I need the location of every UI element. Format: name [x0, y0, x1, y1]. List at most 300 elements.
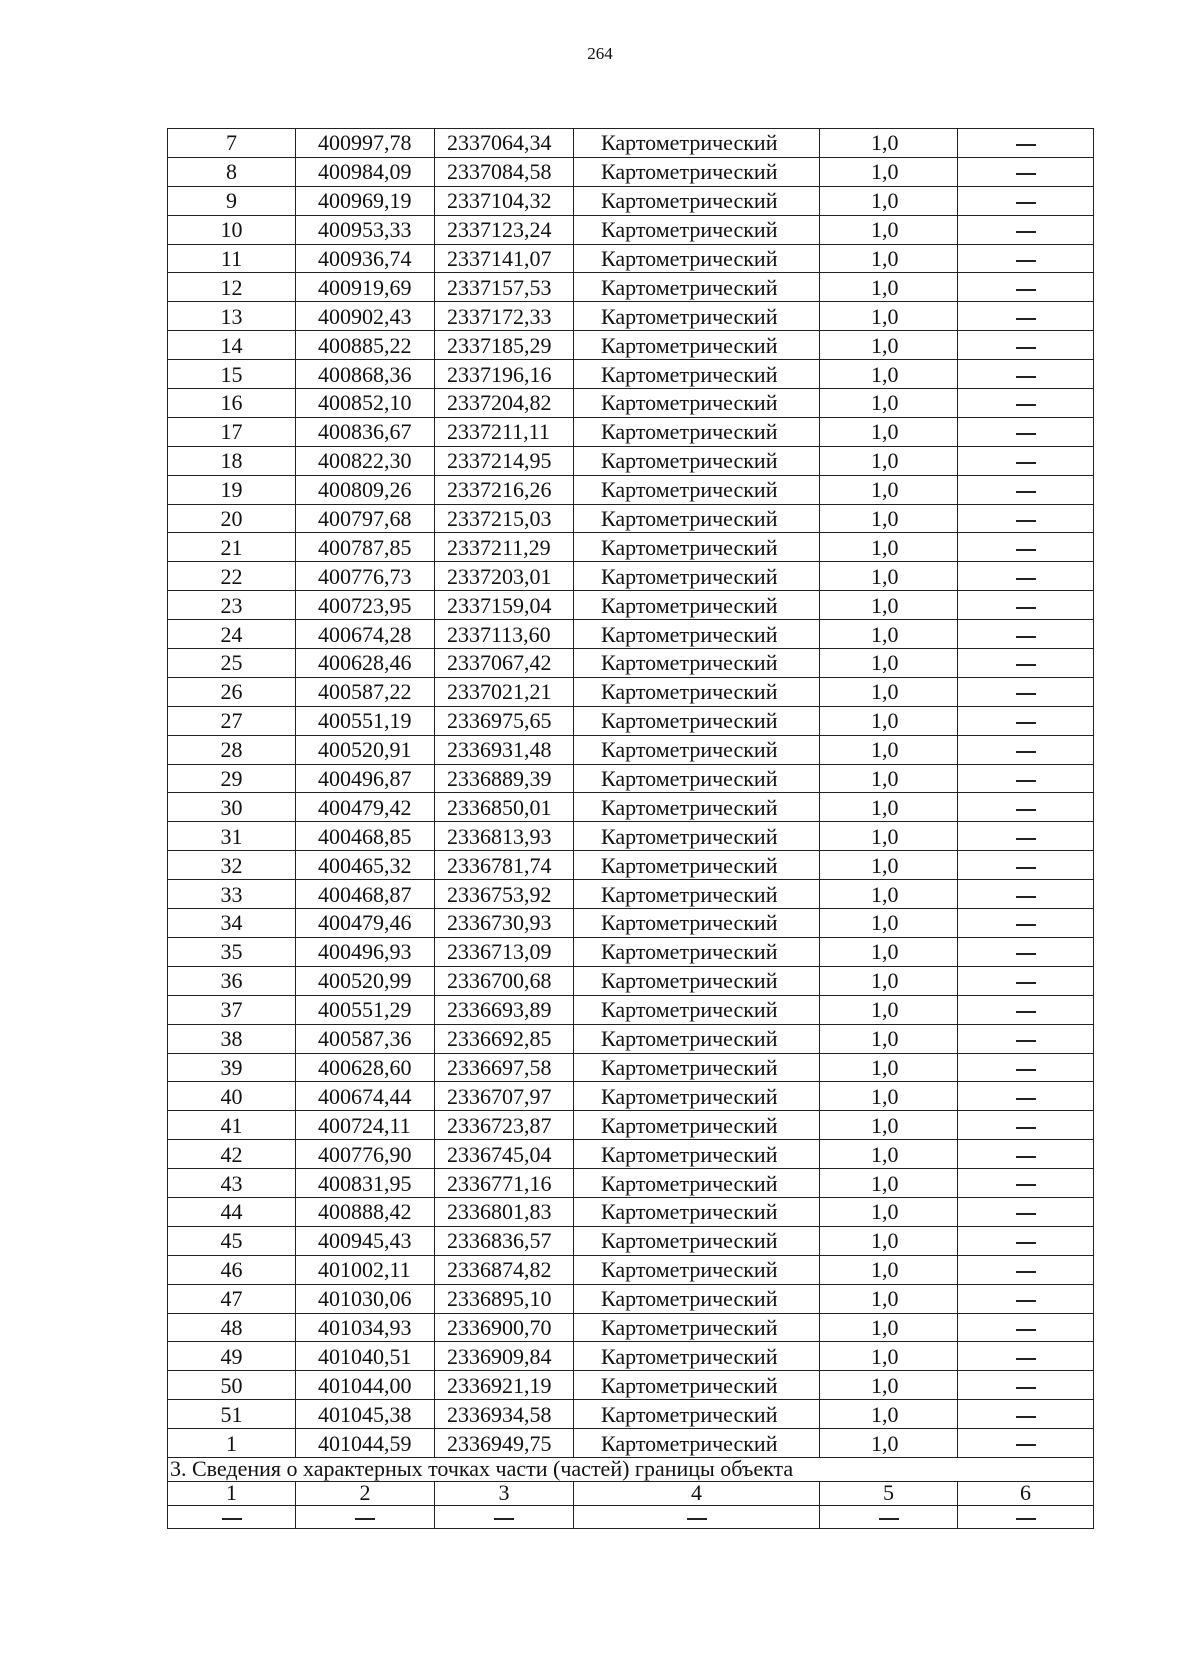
accuracy-cell: 1,0	[820, 677, 958, 706]
table-row	[168, 273, 1094, 302]
x-coordinate-cell: 400945,43	[296, 1226, 435, 1255]
accuracy-cell: 1,0	[820, 273, 958, 302]
description-cell	[958, 1197, 1094, 1226]
accuracy-cell: 1,0	[820, 1400, 958, 1429]
method-cell: Картометрический	[574, 677, 820, 706]
table-row	[168, 1082, 1094, 1111]
description-cell	[958, 909, 1094, 938]
table-row	[168, 764, 1094, 793]
x-coordinate-cell: 400822,30	[296, 446, 435, 475]
table-row	[168, 822, 1094, 851]
point-number-cell: 16	[168, 389, 296, 418]
x-coordinate-cell: 400724,11	[296, 1111, 435, 1140]
method-cell: Картометрический	[574, 1111, 820, 1140]
table-row	[168, 851, 1094, 880]
table-row	[168, 1197, 1094, 1226]
dash-mark	[1016, 1011, 1036, 1013]
dash-mark	[1016, 549, 1036, 551]
y-coordinate-cell: 2337067,42	[435, 649, 574, 678]
x-coordinate-cell: 400836,67	[296, 417, 435, 446]
method-cell: Картометрический	[574, 302, 820, 331]
point-number-cell: 19	[168, 475, 296, 504]
dash-mark	[1016, 578, 1036, 580]
y-coordinate-cell: 2337159,04	[435, 591, 574, 620]
description-cell	[958, 1024, 1094, 1053]
header-cell: 4	[574, 1481, 820, 1505]
point-number-cell: 17	[168, 417, 296, 446]
x-coordinate-cell: 401040,51	[296, 1342, 435, 1371]
description-cell	[958, 937, 1094, 966]
dash-mark	[1016, 1242, 1036, 1244]
description-cell	[958, 360, 1094, 389]
x-coordinate-cell: 400551,29	[296, 995, 435, 1024]
point-number-cell: 8	[168, 157, 296, 186]
table-row	[168, 417, 1094, 446]
point-number-cell: 45	[168, 1226, 296, 1255]
table-row	[168, 937, 1094, 966]
x-coordinate-cell: 400776,73	[296, 562, 435, 591]
y-coordinate-cell: 2336745,04	[435, 1140, 574, 1169]
dash-mark	[1016, 1213, 1036, 1215]
description-cell	[958, 822, 1094, 851]
description-cell	[958, 302, 1094, 331]
x-coordinate-cell: 400628,46	[296, 649, 435, 678]
method-cell: Картометрический	[574, 822, 820, 851]
point-number-cell: 30	[168, 793, 296, 822]
dash-mark	[1016, 1127, 1036, 1129]
table-row	[168, 157, 1094, 186]
x-coordinate-cell: 400831,95	[296, 1169, 435, 1198]
point-number-cell: 51	[168, 1400, 296, 1429]
description-cell	[958, 244, 1094, 273]
table-row	[168, 1169, 1094, 1198]
accuracy-cell: 1,0	[820, 1226, 958, 1255]
dash-mark	[494, 1518, 514, 1520]
accuracy-cell: 1,0	[820, 995, 958, 1024]
table-row	[168, 1255, 1094, 1284]
x-coordinate-cell: 401030,06	[296, 1284, 435, 1313]
point-number-cell: 37	[168, 995, 296, 1024]
y-coordinate-cell: 2337196,16	[435, 360, 574, 389]
dash-mark	[1016, 1416, 1036, 1418]
table-row	[168, 966, 1094, 995]
method-cell: Картометрический	[574, 764, 820, 793]
x-coordinate-cell: 400776,90	[296, 1140, 435, 1169]
method-cell: Картометрический	[574, 129, 820, 158]
table-row	[168, 1226, 1094, 1255]
description-cell	[958, 880, 1094, 909]
description-cell	[958, 706, 1094, 735]
point-number-cell: 41	[168, 1111, 296, 1140]
y-coordinate-cell: 2337064,34	[435, 129, 574, 158]
table-row	[168, 504, 1094, 533]
method-cell: Картометрический	[574, 706, 820, 735]
accuracy-cell: 1,0	[820, 533, 958, 562]
description-cell	[958, 1053, 1094, 1082]
table-row	[168, 1024, 1094, 1053]
description-cell	[958, 533, 1094, 562]
table-row	[168, 360, 1094, 389]
description-cell	[958, 475, 1094, 504]
dash-mark	[1016, 144, 1036, 146]
description-cell	[958, 1284, 1094, 1313]
point-number-cell: 44	[168, 1197, 296, 1226]
x-coordinate-cell: 400809,26	[296, 475, 435, 504]
point-number-cell: 50	[168, 1371, 296, 1400]
method-cell: Картометрический	[574, 1371, 820, 1400]
accuracy-cell: 1,0	[820, 937, 958, 966]
point-number-cell: 43	[168, 1169, 296, 1198]
dash-mark	[1016, 231, 1036, 233]
accuracy-cell: 1,0	[820, 360, 958, 389]
header-cell: 6	[958, 1481, 1094, 1505]
y-coordinate-cell: 2337157,53	[435, 273, 574, 302]
method-cell: Картометрический	[574, 562, 820, 591]
x-coordinate-cell: 400984,09	[296, 157, 435, 186]
x-coordinate-cell: 400797,68	[296, 504, 435, 533]
y-coordinate-cell: 2337113,60	[435, 620, 574, 649]
dash-mark	[1016, 347, 1036, 349]
dash-mark	[1016, 924, 1036, 926]
y-coordinate-cell: 2336850,01	[435, 793, 574, 822]
method-cell: Картометрический	[574, 504, 820, 533]
table-row	[168, 215, 1094, 244]
method-cell: Картометрический	[574, 1024, 820, 1053]
accuracy-cell: 1,0	[820, 562, 958, 591]
x-coordinate-cell: 400468,85	[296, 822, 435, 851]
accuracy-cell: 1,0	[820, 706, 958, 735]
method-cell: Картометрический	[574, 331, 820, 360]
method-cell: Картометрический	[574, 446, 820, 475]
dash-mark	[1016, 896, 1036, 898]
table-row	[168, 1053, 1094, 1082]
method-cell: Картометрический	[574, 793, 820, 822]
y-coordinate-cell: 2337123,24	[435, 215, 574, 244]
description-cell	[958, 157, 1094, 186]
x-coordinate-cell: 400496,93	[296, 937, 435, 966]
y-coordinate-cell: 2337211,11	[435, 417, 574, 446]
accuracy-cell: 1,0	[820, 591, 958, 620]
y-coordinate-cell: 2336730,93	[435, 909, 574, 938]
x-coordinate-cell: 400902,43	[296, 302, 435, 331]
description-cell	[958, 995, 1094, 1024]
y-coordinate-cell: 2337084,58	[435, 157, 574, 186]
y-coordinate-cell: 2336707,97	[435, 1082, 574, 1111]
method-cell: Картометрический	[574, 1082, 820, 1111]
dash-mark	[1016, 780, 1036, 782]
y-coordinate-cell: 2336693,89	[435, 995, 574, 1024]
empty-cell	[296, 1505, 435, 1528]
y-coordinate-cell: 2336781,74	[435, 851, 574, 880]
dash-mark	[1016, 260, 1036, 262]
method-cell: Картометрический	[574, 1140, 820, 1169]
method-cell: Картометрический	[574, 186, 820, 215]
accuracy-cell: 1,0	[820, 157, 958, 186]
x-coordinate-cell: 400885,22	[296, 331, 435, 360]
accuracy-cell: 1,0	[820, 1024, 958, 1053]
header-cell: 2	[296, 1481, 435, 1505]
description-cell	[958, 764, 1094, 793]
accuracy-cell: 1,0	[820, 504, 958, 533]
dash-mark	[1016, 722, 1036, 724]
point-number-cell: 27	[168, 706, 296, 735]
method-cell: Картометрический	[574, 880, 820, 909]
accuracy-cell: 1,0	[820, 215, 958, 244]
empty-cell	[820, 1505, 958, 1528]
dash-mark	[1016, 462, 1036, 464]
y-coordinate-cell: 2336813,93	[435, 822, 574, 851]
table-row	[168, 244, 1094, 273]
accuracy-cell: 1,0	[820, 331, 958, 360]
description-cell	[958, 591, 1094, 620]
point-number-cell: 11	[168, 244, 296, 273]
x-coordinate-cell: 400868,36	[296, 360, 435, 389]
x-coordinate-cell: 401044,00	[296, 1371, 435, 1400]
description-cell	[958, 1140, 1094, 1169]
point-number-cell: 25	[168, 649, 296, 678]
description-cell	[958, 1082, 1094, 1111]
dash-mark	[1016, 173, 1036, 175]
x-coordinate-cell: 401002,11	[296, 1255, 435, 1284]
table-row	[168, 909, 1094, 938]
dash-mark	[687, 1518, 707, 1520]
page-number: 264	[587, 44, 613, 63]
x-coordinate-cell: 400465,32	[296, 851, 435, 880]
dash-mark	[1016, 809, 1036, 811]
table-row	[168, 591, 1094, 620]
x-coordinate-cell: 400888,42	[296, 1197, 435, 1226]
empty-cell	[168, 1505, 296, 1528]
y-coordinate-cell: 2336697,58	[435, 1053, 574, 1082]
point-number-cell: 23	[168, 591, 296, 620]
point-number-cell: 47	[168, 1284, 296, 1313]
accuracy-cell: 1,0	[820, 389, 958, 418]
method-cell: Картометрический	[574, 1342, 820, 1371]
dash-mark	[1016, 636, 1036, 638]
x-coordinate-cell: 400587,36	[296, 1024, 435, 1053]
y-coordinate-cell: 2336771,16	[435, 1169, 574, 1198]
section-3-empty-row	[168, 1505, 1094, 1528]
y-coordinate-cell: 2337204,82	[435, 389, 574, 418]
x-coordinate-cell: 400969,19	[296, 186, 435, 215]
method-cell: Картометрический	[574, 1284, 820, 1313]
x-coordinate-cell: 400587,22	[296, 677, 435, 706]
accuracy-cell: 1,0	[820, 966, 958, 995]
table-row	[168, 995, 1094, 1024]
dash-mark	[1016, 202, 1036, 204]
description-cell	[958, 735, 1094, 764]
accuracy-cell: 1,0	[820, 851, 958, 880]
y-coordinate-cell: 2336975,65	[435, 706, 574, 735]
description-cell	[958, 677, 1094, 706]
description-cell	[958, 389, 1094, 418]
description-cell	[958, 273, 1094, 302]
point-number-cell: 14	[168, 331, 296, 360]
dash-mark	[1016, 1358, 1036, 1360]
method-cell: Картометрический	[574, 244, 820, 273]
table-row	[168, 446, 1094, 475]
accuracy-cell: 1,0	[820, 822, 958, 851]
accuracy-cell: 1,0	[820, 129, 958, 158]
x-coordinate-cell: 400468,87	[296, 880, 435, 909]
y-coordinate-cell: 2337215,03	[435, 504, 574, 533]
dash-mark	[1016, 1329, 1036, 1331]
dash-mark	[1016, 982, 1036, 984]
method-cell: Картометрический	[574, 735, 820, 764]
x-coordinate-cell: 400936,74	[296, 244, 435, 273]
dash-mark	[1016, 953, 1036, 955]
section-3	[168, 1457, 1094, 1528]
x-coordinate-cell: 400520,99	[296, 966, 435, 995]
description-cell	[958, 1226, 1094, 1255]
method-cell: Картометрический	[574, 1169, 820, 1198]
x-coordinate-cell: 400919,69	[296, 273, 435, 302]
y-coordinate-cell: 2336753,92	[435, 880, 574, 909]
point-number-cell: 35	[168, 937, 296, 966]
empty-cell	[958, 1505, 1094, 1528]
x-coordinate-cell: 400852,10	[296, 389, 435, 418]
table-row	[168, 389, 1094, 418]
y-coordinate-cell: 2336801,83	[435, 1197, 574, 1226]
point-number-cell: 40	[168, 1082, 296, 1111]
description-cell	[958, 446, 1094, 475]
y-coordinate-cell: 2336909,84	[435, 1342, 574, 1371]
x-coordinate-cell: 400479,42	[296, 793, 435, 822]
point-number-cell: 29	[168, 764, 296, 793]
method-cell: Картометрический	[574, 620, 820, 649]
y-coordinate-cell: 2336723,87	[435, 1111, 574, 1140]
description-cell	[958, 504, 1094, 533]
method-cell: Картометрический	[574, 591, 820, 620]
point-number-cell: 10	[168, 215, 296, 244]
y-coordinate-cell: 2336889,39	[435, 764, 574, 793]
accuracy-cell: 1,0	[820, 417, 958, 446]
table-row	[168, 1140, 1094, 1169]
dash-mark	[355, 1518, 375, 1520]
accuracy-cell: 1,0	[820, 1371, 958, 1400]
dash-mark	[222, 1518, 242, 1520]
dash-mark	[1016, 318, 1036, 320]
header-cell: 1	[168, 1481, 296, 1505]
y-coordinate-cell: 2337211,29	[435, 533, 574, 562]
x-coordinate-cell: 400997,78	[296, 129, 435, 158]
dash-mark	[1016, 376, 1036, 378]
point-number-cell: 42	[168, 1140, 296, 1169]
y-coordinate-cell: 2336921,19	[435, 1371, 574, 1400]
description-cell	[958, 1169, 1094, 1198]
point-number-cell: 9	[168, 186, 296, 215]
y-coordinate-cell: 2337203,01	[435, 562, 574, 591]
accuracy-cell: 1,0	[820, 1429, 958, 1458]
table-row	[168, 1111, 1094, 1140]
y-coordinate-cell: 2336895,10	[435, 1284, 574, 1313]
y-coordinate-cell: 2337172,33	[435, 302, 574, 331]
description-cell	[958, 129, 1094, 158]
x-coordinate-cell: 400953,33	[296, 215, 435, 244]
y-coordinate-cell: 2336934,58	[435, 1400, 574, 1429]
x-coordinate-cell: 401034,93	[296, 1313, 435, 1342]
point-number-cell: 34	[168, 909, 296, 938]
description-cell	[958, 1111, 1094, 1140]
dash-mark	[1016, 1184, 1036, 1186]
description-cell	[958, 1313, 1094, 1342]
dash-mark	[1016, 1069, 1036, 1071]
coordinates-table	[167, 128, 1094, 1529]
method-cell: Картометрический	[574, 1429, 820, 1458]
table-row	[168, 706, 1094, 735]
table-row	[168, 649, 1094, 678]
point-number-cell: 26	[168, 677, 296, 706]
y-coordinate-cell: 2336900,70	[435, 1313, 574, 1342]
method-cell: Картометрический	[574, 909, 820, 938]
y-coordinate-cell: 2337021,21	[435, 677, 574, 706]
method-cell: Картометрический	[574, 1197, 820, 1226]
point-number-cell: 13	[168, 302, 296, 331]
x-coordinate-cell: 400496,87	[296, 764, 435, 793]
table-row	[168, 1284, 1094, 1313]
accuracy-cell: 1,0	[820, 186, 958, 215]
accuracy-cell: 1,0	[820, 764, 958, 793]
accuracy-cell: 1,0	[820, 1197, 958, 1226]
accuracy-cell: 1,0	[820, 1255, 958, 1284]
method-cell: Картометрический	[574, 995, 820, 1024]
description-cell	[958, 793, 1094, 822]
x-coordinate-cell: 400520,91	[296, 735, 435, 764]
table-row	[168, 1400, 1094, 1429]
description-cell	[958, 186, 1094, 215]
table-row	[168, 1313, 1094, 1342]
accuracy-cell: 1,0	[820, 909, 958, 938]
point-number-cell: 22	[168, 562, 296, 591]
description-cell	[958, 215, 1094, 244]
y-coordinate-cell: 2336836,57	[435, 1226, 574, 1255]
x-coordinate-cell: 400479,46	[296, 909, 435, 938]
dash-mark	[1016, 693, 1036, 695]
description-cell	[958, 1342, 1094, 1371]
table-row	[168, 186, 1094, 215]
point-number-cell: 32	[168, 851, 296, 880]
dash-mark	[1016, 491, 1036, 493]
point-number-cell: 18	[168, 446, 296, 475]
point-number-cell: 28	[168, 735, 296, 764]
dash-mark	[1016, 867, 1036, 869]
coordinates-table-body	[168, 129, 1094, 1458]
method-cell: Картометрический	[574, 1226, 820, 1255]
description-cell	[958, 1429, 1094, 1458]
header-cell: 5	[820, 1481, 958, 1505]
x-coordinate-cell: 401045,38	[296, 1400, 435, 1429]
table-row	[168, 562, 1094, 591]
description-cell	[958, 649, 1094, 678]
x-coordinate-cell: 401044,59	[296, 1429, 435, 1458]
accuracy-cell: 1,0	[820, 1140, 958, 1169]
dash-mark	[1016, 838, 1036, 840]
accuracy-cell: 1,0	[820, 446, 958, 475]
table-row	[168, 793, 1094, 822]
x-coordinate-cell: 400551,19	[296, 706, 435, 735]
point-number-cell: 15	[168, 360, 296, 389]
accuracy-cell: 1,0	[820, 620, 958, 649]
table-row	[168, 880, 1094, 909]
description-cell	[958, 966, 1094, 995]
method-cell: Картометрический	[574, 533, 820, 562]
y-coordinate-cell: 2336692,85	[435, 1024, 574, 1053]
method-cell: Картометрический	[574, 417, 820, 446]
dash-mark	[1016, 1098, 1036, 1100]
method-cell: Картометрический	[574, 273, 820, 302]
method-cell: Картометрический	[574, 1313, 820, 1342]
method-cell: Картометрический	[574, 475, 820, 504]
